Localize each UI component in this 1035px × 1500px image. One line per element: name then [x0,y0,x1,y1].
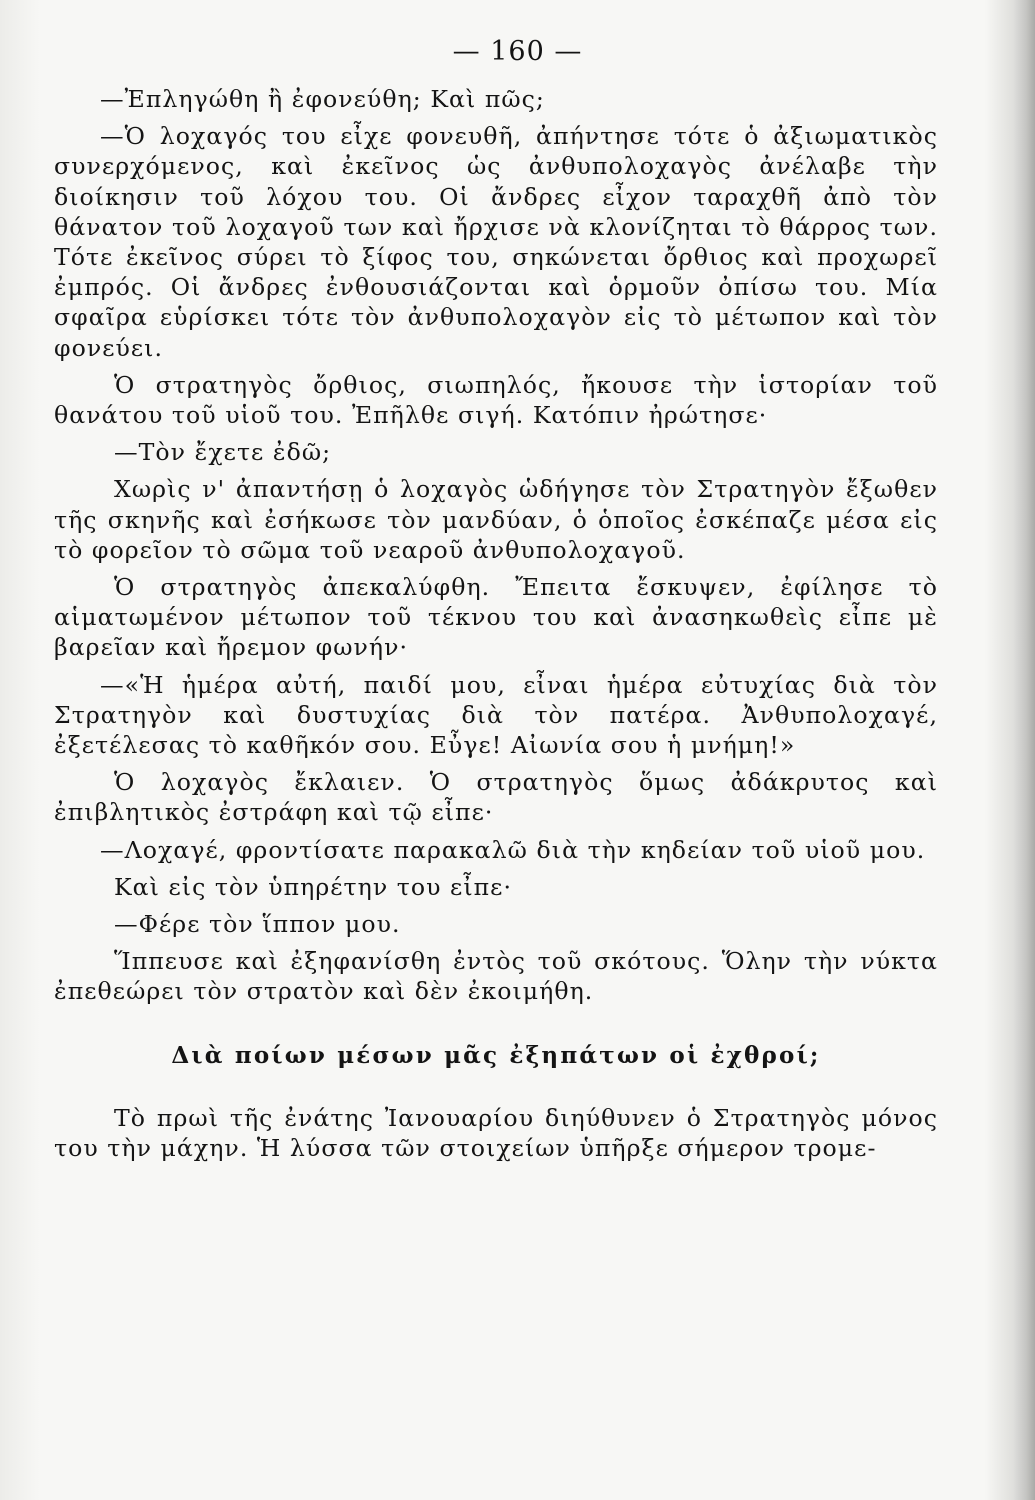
paragraph: —«Ἡ ἡμέρα αὐτή, παιδί μου, εἶναι ἡμέρα εὐτυχίας διὰ τὸν Στρατηγὸν καὶ δυστυχίας διὰ τὸν πατέρα. Ἀνθυπολοχαγέ, ἐξετέλεσας τὸ καθῆκόν σου. Εὖγε! Αἰωνία σου ἡ μνήμη!» [54,670,938,760]
page-edge-shadow [1013,0,1035,1500]
paragraph: Τὸ πρωὶ τῆς ἐνάτης Ἰανουαρίου διηύθυνεν ὁ Στρατηγὸς μόνος του τὴν μάχην. Ἡ λύσσα τῶν στοιχείων ὑπῆρξε σήμερον τρομε- [54,1103,938,1163]
paragraph: Ὁ στρατηγὸς ὄρθιος, σιωπηλός, ἤκουσε τὴν ἱστορίαν τοῦ θανάτου τοῦ υἱοῦ του. Ἐπῆλθε σιγή. Κατόπιν ἠρώτησε· [54,370,938,430]
section-heading: Διὰ ποίων μέσων μᾶς ἐξηπάτων οἱ ἐχθροί; [171,1041,821,1069]
paragraph: Ὁ λοχαγὸς ἔκλαιεν. Ὁ στρατηγὸς ὅμως ἀδάκρυτος καὶ ἐπιβλητικὸς ἐστράφη καὶ τῷ εἶπε· [54,768,938,827]
paragraph: Χωρὶς ν' ἀπαντήσῃ ὁ λοχαγὸς ὡδήγησε τὸν Στρατηγὸν ἔξωθεν τῆς σκηνῆς καὶ ἐσήκωσε τὸν μανδύαν, ὁ ὁποῖος ἐσκέπαζε μέσα εἰς τὸ φορεῖον τὸ σῶμα τοῦ νεαροῦ ἀνθυπολοχαγοῦ. [54,475,938,564]
page-number: — 160 — [452,36,583,67]
paragraph: —Τὸν ἔχετε ἐδῶ; [114,438,332,467]
paragraph: —Φέρε τὸν ἵππον μου. [114,910,401,939]
paragraph: Ὁ στρατηγὸς ἀπεκαλύφθη. Ἔπειτα ἔσκυψεν, ἐφίλησε τὸ αἱματωμένον μέτωπον τοῦ τέκνου του καὶ ἀνασηκωθεὶς εἶπε μὲ βαρεῖαν καὶ ἤρεμον φωνήν· [54,573,938,662]
paragraph: —Λοχαγέ, φροντίσατε παρακαλῶ διὰ τὴν κηδείαν τοῦ υἱοῦ μου. [100,835,926,864]
paragraph: —Ὁ λοχαγός του εἶχε φονευθῆ, ἀπήντησε τότε ὁ ἀξιωματικὸς συνερχόμενος, καὶ ἐκεῖνος ὡς ἀνθυπολοχαγὸς ἀνέλαβε τὴν διοίκησιν τοῦ λόχου του. Οἱ ἄνδρες εἶχον ταραχθῆ ἀπὸ τὸν θάνατον τοῦ λοχαγοῦ των καὶ ἤρχισε νὰ κλονίζηται τὸ θάρρος των. Τότε ἐκεῖνος σύρει τὸ ξίφος του, σηκώνεται ὄρθιος καὶ προχωρεῖ ἐμπρός. Οἱ ἄνδρες ἐνθουσιάζονται καὶ ὁρμοῦν ὀπίσω του. Μία σφαῖρα εὑρίσκει τότε τὸν ἀνθυπολοχαγὸν εἰς τὸ μέτωπον καὶ τὸν φονεύει. [54,122,938,362]
body-text [54,84,938,1170]
paragraph: Ἵππευσε καὶ ἐξηφανίσθη ἐντὸς τοῦ σκότους. Ὅλην τὴν νύκτα ἐπεθεώρει τὸν στρατὸν καὶ δὲν ἐκοιμήθη. [54,947,938,1006]
paragraph: —Ἐπληγώθη ἢ ἐφονεύθη; Καὶ πῶς; [100,85,545,113]
paragraph: Καὶ εἰς τὸν ὑπηρέτην του εἶπε· [114,872,513,901]
